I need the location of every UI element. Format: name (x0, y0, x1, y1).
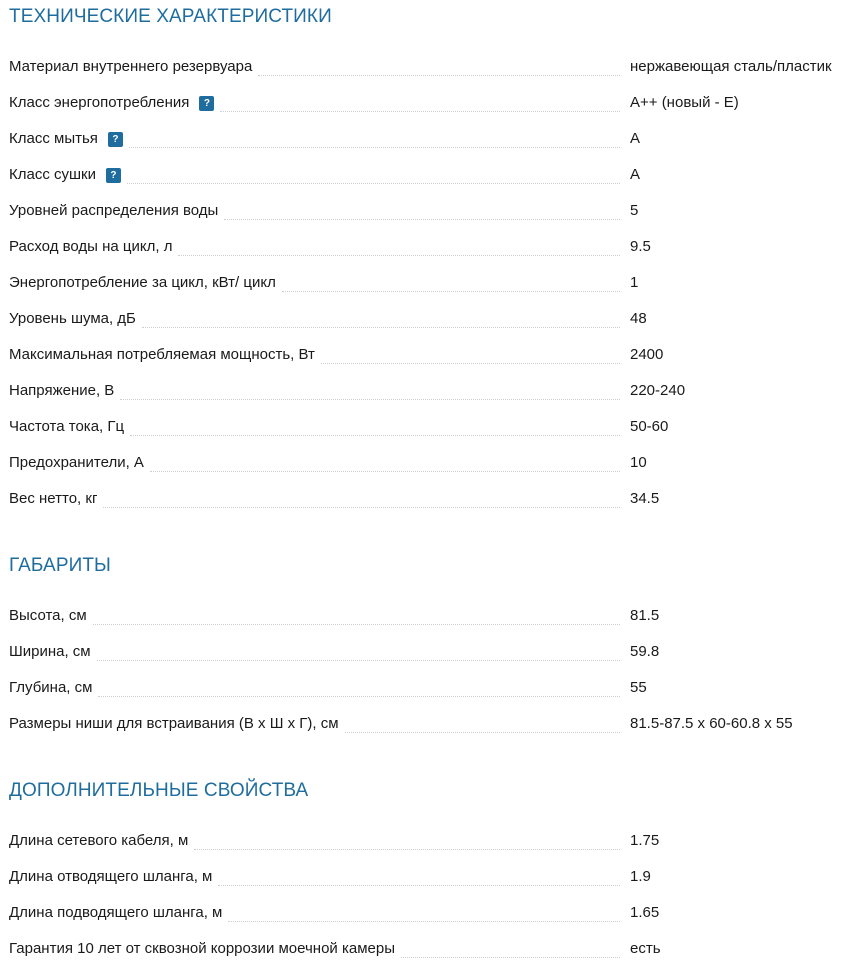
spec-value: 55 (630, 679, 647, 696)
spec-value: 34.5 (630, 490, 660, 507)
spec-row (0, 931, 858, 967)
spec-row (0, 265, 858, 301)
spec-label: Напряжение, В (9, 382, 115, 399)
spec-label: Класс мытья (9, 130, 98, 147)
spec-value: 81.5-87.5 x 60-60.8 x 55 (630, 715, 793, 732)
spec-value: 1 (630, 274, 639, 291)
spec-value: 59.8 (630, 643, 660, 660)
spec-row (0, 49, 858, 85)
spec-row (0, 373, 858, 409)
spec-label: Энергопотребление за цикл, кВт/ цикл (9, 274, 276, 291)
spec-label: Уровней распределения воды (9, 202, 219, 219)
dotted-leader (258, 74, 620, 76)
section-title: ДОПОЛНИТЕЛЬНЫЕ СВОЙСТВА (9, 780, 309, 801)
spec-row (0, 301, 858, 337)
spec-row (0, 409, 858, 445)
spec-value: 10 (630, 454, 647, 471)
spec-row (0, 859, 858, 895)
dotted-leader (150, 470, 620, 472)
dotted-leader (228, 920, 620, 922)
spec-value: A (630, 130, 641, 147)
spec-label: Частота тока, Гц (9, 418, 125, 435)
dotted-leader (120, 398, 620, 400)
spec-value: 48 (630, 310, 647, 327)
spec-value: 220-240 (630, 382, 686, 399)
spec-value: есть (630, 940, 661, 957)
spec-value: 1.75 (630, 832, 660, 849)
spec-label: Длина подводящего шланга, м (9, 904, 223, 921)
dotted-leader (194, 848, 620, 850)
spec-row (0, 670, 858, 706)
spec-row (0, 445, 858, 481)
spec-row (0, 85, 858, 121)
spec-label: Размеры ниши для встраивания (В х Ш х Г), см (9, 715, 339, 732)
spec-row (0, 193, 858, 229)
spec-label: Класс энергопотребления (9, 94, 190, 111)
dotted-leader (178, 254, 620, 256)
spec-label: Гарантия 10 лет от сквозной коррозии моечной камеры (9, 940, 395, 957)
spec-row (0, 823, 858, 859)
dotted-leader (220, 110, 620, 112)
spec-value: A (630, 166, 641, 183)
help-icon[interactable]: ? (199, 96, 214, 111)
spec-row (0, 706, 858, 742)
dotted-leader (282, 290, 620, 292)
spec-row (0, 229, 858, 265)
spec-value: 81.5 (630, 607, 660, 624)
spec-value: 50-60 (630, 418, 669, 435)
spec-row (0, 598, 858, 634)
spec-label: Вес нетто, кг (9, 490, 98, 507)
spec-row (0, 481, 858, 517)
dotted-leader (130, 434, 620, 436)
spec-value: нержавеющая сталь/пластик (630, 58, 832, 75)
spec-row (0, 121, 858, 157)
help-icon[interactable]: ? (108, 132, 123, 147)
spec-label: Глубина, см (9, 679, 93, 696)
spec-label: Высота, см (9, 607, 87, 624)
spec-label: Ширина, см (9, 643, 91, 660)
spec-value: 1.9 (630, 868, 651, 885)
spec-value: 9.5 (630, 238, 651, 255)
dotted-leader (401, 956, 620, 958)
section-title: ТЕХНИЧЕСКИЕ ХАРАКТЕРИСТИКИ (9, 6, 332, 27)
dotted-leader (129, 146, 620, 148)
spec-label: Предохранители, А (9, 454, 144, 471)
help-icon[interactable]: ? (106, 168, 121, 183)
dotted-leader (103, 506, 620, 508)
spec-row (0, 337, 858, 373)
spec-label: Расход воды на цикл, л (9, 238, 173, 255)
dotted-leader (142, 326, 620, 328)
dotted-leader (321, 362, 620, 364)
spec-row (0, 157, 858, 193)
spec-label: Длина отводящего шланга, м (9, 868, 213, 885)
dotted-leader (97, 659, 620, 661)
section-title: ГАБАРИТЫ (9, 555, 111, 576)
dotted-leader (127, 182, 620, 184)
spec-row (0, 634, 858, 670)
dotted-leader (345, 731, 620, 733)
spec-value: A++ (новый - E) (630, 94, 739, 111)
dotted-leader (93, 623, 620, 625)
spec-label: Максимальная потребляемая мощность, Вт (9, 346, 315, 363)
spec-value: 1.65 (630, 904, 660, 921)
spec-row (0, 895, 858, 931)
spec-label: Уровень шума, дБ (9, 310, 136, 327)
spec-label: Материал внутреннего резервуара (9, 58, 253, 75)
dotted-leader (224, 218, 620, 220)
spec-value: 2400 (630, 346, 664, 363)
dotted-leader (218, 884, 620, 886)
spec-label: Длина сетевого кабеля, м (9, 832, 189, 849)
spec-value: 5 (630, 202, 639, 219)
dotted-leader (98, 695, 620, 697)
spec-label: Класс сушки (9, 166, 96, 183)
